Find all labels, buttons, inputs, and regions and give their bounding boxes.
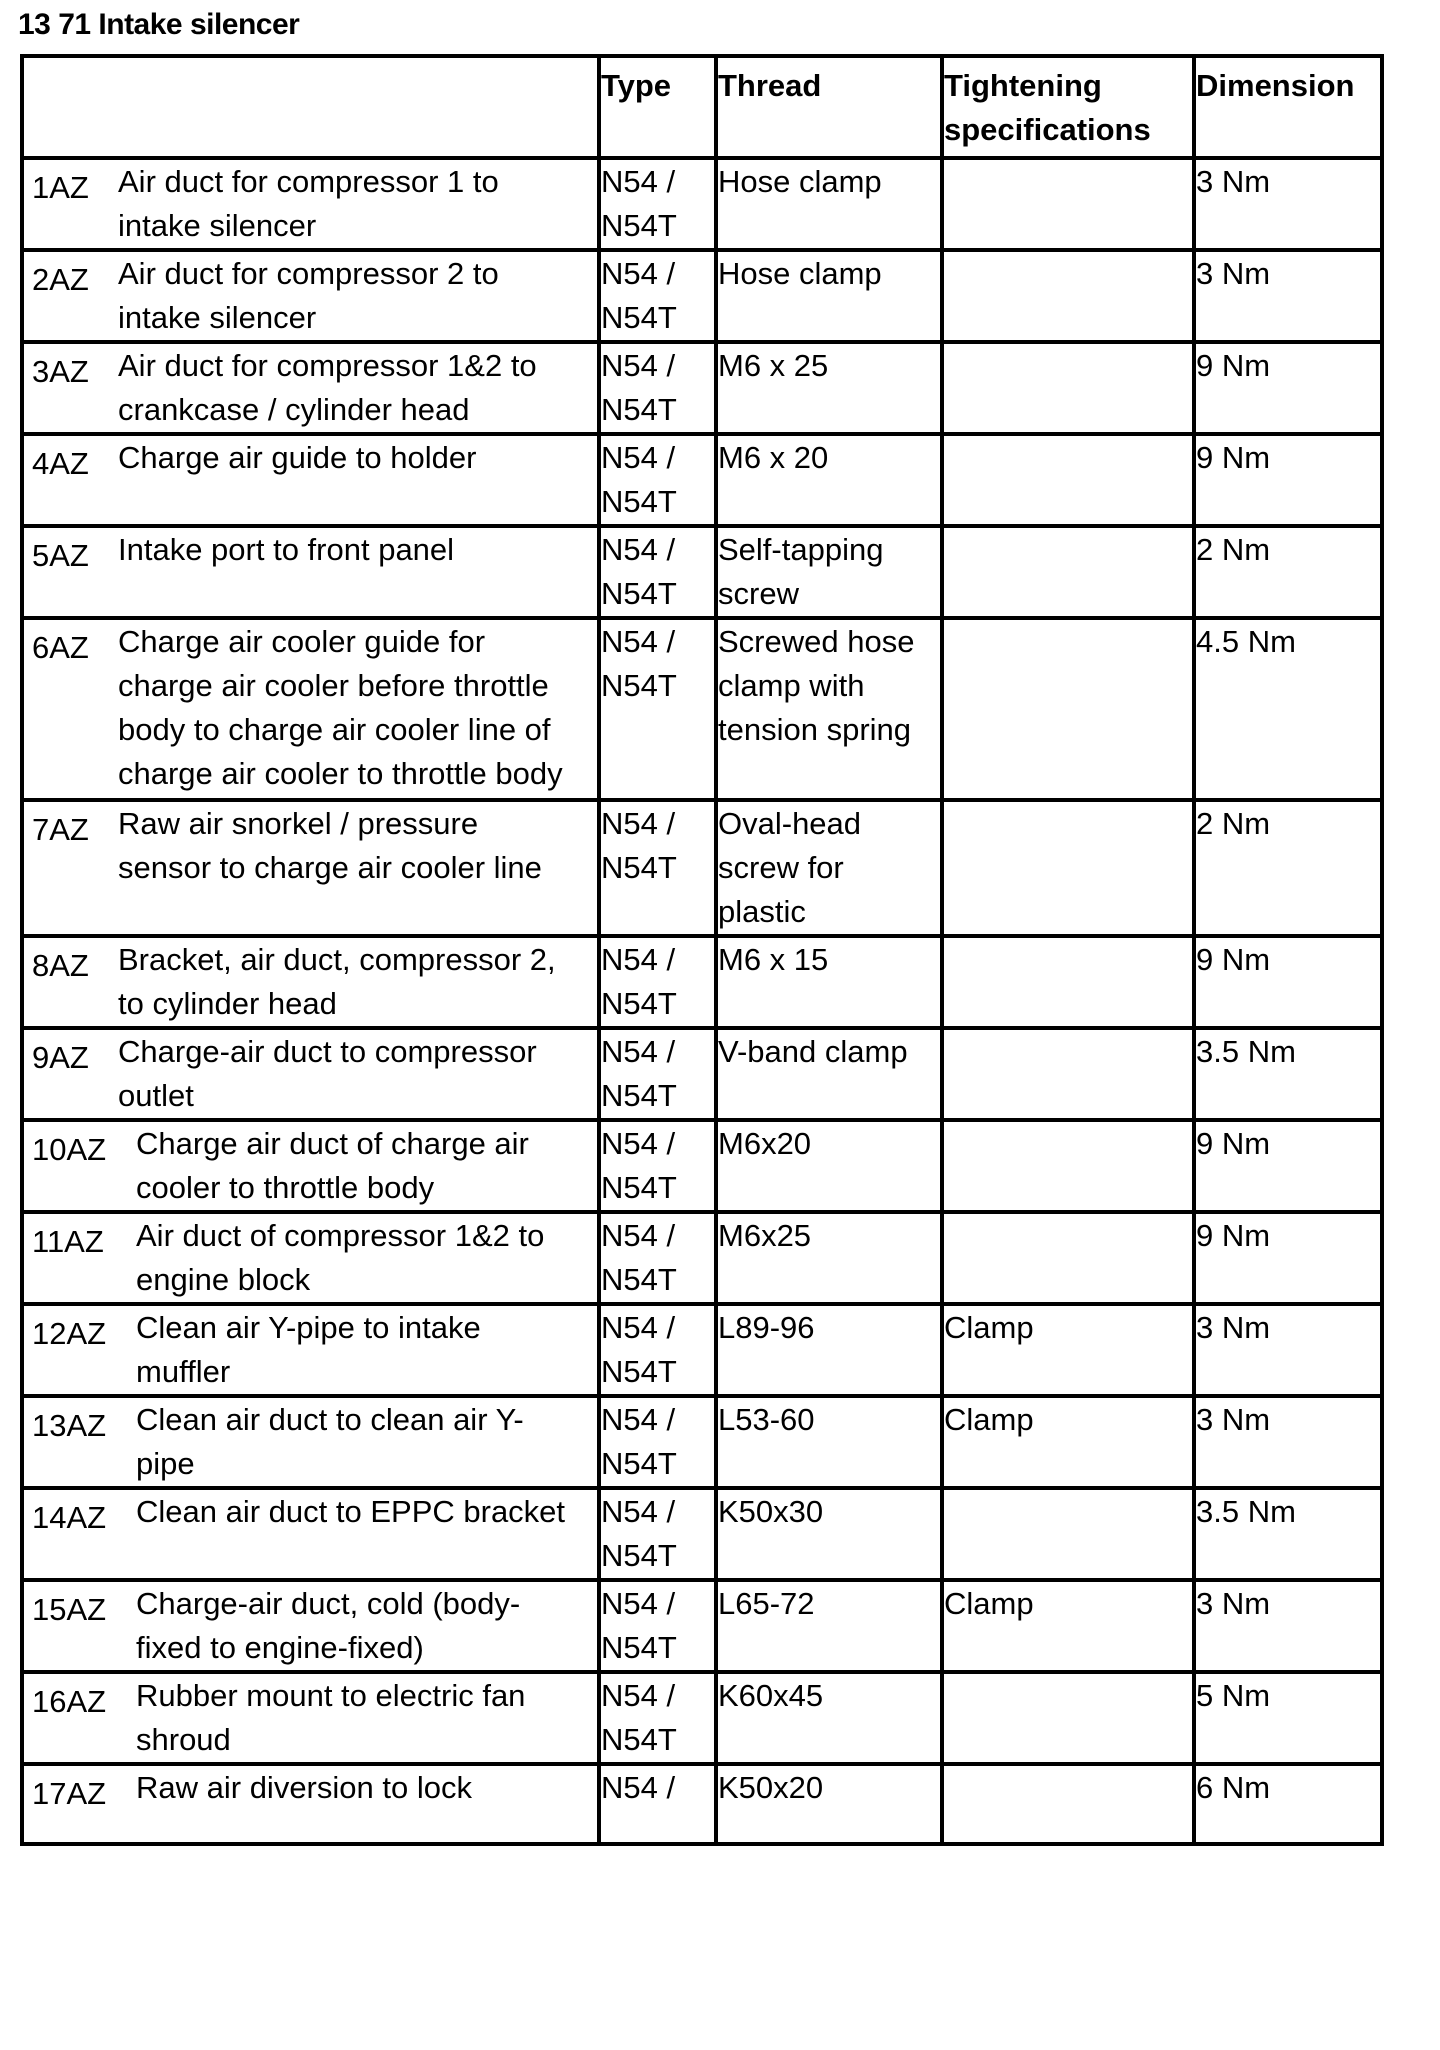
item-description: Rubber mount to electric fan shroud — [136, 1678, 526, 1757]
type-cell: N54 / N54T — [599, 1488, 716, 1580]
type-cell: N54 / N54T — [599, 1672, 716, 1764]
item-description: Charge air cooler guide for charge air cooler before throttle body to charge air cooler line of charge air cooler to throttle body — [118, 624, 563, 791]
type-cell: N54 / N54T — [599, 936, 716, 1028]
tightening-cell — [942, 1488, 1194, 1580]
dimension-cell: 9 Nm — [1194, 434, 1382, 526]
tightening-cell — [942, 1672, 1194, 1764]
item-cell — [22, 434, 599, 526]
item-cell — [22, 1396, 599, 1488]
header-type: Type — [599, 56, 716, 158]
dimension-cell: 3 Nm — [1194, 1580, 1382, 1672]
tightening-cell — [942, 526, 1194, 618]
tightening-cell — [942, 936, 1194, 1028]
tightening-cell — [942, 342, 1194, 434]
table-row — [22, 158, 1382, 250]
item-description: Air duct for compressor 2 to intake silencer — [118, 256, 499, 335]
item-number: 14AZ — [32, 1500, 107, 1535]
dimension-cell: 3.5 Nm — [1194, 1488, 1382, 1580]
type-cell: N54 / N54T — [599, 1580, 716, 1672]
dimension-cell: 9 Nm — [1194, 1212, 1382, 1304]
page-title: 13 71 Intake silencer — [18, 8, 300, 41]
item-description: Clean air Y-pipe to intake muffler — [136, 1310, 481, 1389]
item-cell — [22, 618, 599, 800]
item-number: 4AZ — [32, 446, 89, 481]
thread-cell: Hose clamp — [716, 250, 942, 342]
dimension-cell: 2 Nm — [1194, 526, 1382, 618]
item-description: Charge-air duct to compressor outlet — [118, 1034, 537, 1113]
thread-cell: L65-72 — [716, 1580, 942, 1672]
thread-cell: L53-60 — [716, 1396, 942, 1488]
type-cell: N54 / N54T — [599, 1304, 716, 1396]
type-cell: N54 / N54T — [599, 1120, 716, 1212]
item-cell — [22, 1028, 599, 1120]
thread-cell: L89-96 — [716, 1304, 942, 1396]
thread-cell: M6x25 — [716, 1212, 942, 1304]
dimension-cell: 3 Nm — [1194, 250, 1382, 342]
table-header-row — [22, 56, 1382, 158]
thread-cell: Screwed hose clamp with tension spring — [716, 618, 942, 800]
item-cell — [22, 250, 599, 342]
tightening-cell: Clamp — [942, 1580, 1194, 1672]
tightening-cell — [942, 1212, 1194, 1304]
tightening-cell — [942, 250, 1194, 342]
item-number: 8AZ — [32, 948, 89, 983]
item-description: Raw air diversion to lock — [136, 1770, 472, 1805]
item-number: 12AZ — [32, 1316, 107, 1351]
table-row — [22, 1212, 1382, 1304]
item-number: 6AZ — [32, 630, 89, 665]
table-row — [22, 936, 1382, 1028]
tightening-cell — [942, 800, 1194, 936]
item-number: 17AZ — [32, 1776, 107, 1811]
item-number: 3AZ — [32, 354, 89, 389]
table-body — [22, 158, 1382, 1844]
item-number: 11AZ — [32, 1224, 104, 1259]
item-description: Charge air duct of charge air cooler to throttle body — [136, 1126, 529, 1205]
tightening-cell — [942, 158, 1194, 250]
dimension-cell: 9 Nm — [1194, 936, 1382, 1028]
header-tightening: Tightening specifications — [942, 56, 1194, 158]
item-cell — [22, 1672, 599, 1764]
table-row — [22, 250, 1382, 342]
thread-cell: Oval-head screw for plastic — [716, 800, 942, 936]
table-row — [22, 1764, 1382, 1844]
torque-spec-table — [20, 54, 1384, 1846]
type-cell: N54 / N54T — [599, 250, 716, 342]
dimension-cell: 9 Nm — [1194, 342, 1382, 434]
table-row — [22, 342, 1382, 434]
item-cell — [22, 1764, 599, 1844]
item-description: Charge-air duct, cold (body-fixed to engine-fixed) — [136, 1586, 521, 1665]
type-cell: N54 / N54T — [599, 342, 716, 434]
dimension-cell: 4.5 Nm — [1194, 618, 1382, 800]
item-cell — [22, 800, 599, 936]
tightening-cell — [942, 618, 1194, 800]
thread-cell: M6 x 20 — [716, 434, 942, 526]
item-number: 1AZ — [32, 170, 89, 205]
table-row — [22, 526, 1382, 618]
table-row — [22, 1488, 1382, 1580]
thread-cell: Hose clamp — [716, 158, 942, 250]
thread-cell: M6 x 25 — [716, 342, 942, 434]
item-number: 7AZ — [32, 812, 89, 847]
type-cell: N54 / N54T — [599, 1028, 716, 1120]
item-description: Clean air duct to EPPC bracket — [136, 1494, 566, 1529]
item-cell — [22, 158, 599, 250]
table-row — [22, 1396, 1382, 1488]
type-cell: N54 / N54T — [599, 618, 716, 800]
item-cell — [22, 1120, 599, 1212]
tightening-cell: Clamp — [942, 1304, 1194, 1396]
item-number: 10AZ — [32, 1132, 107, 1167]
type-cell: N54 / — [599, 1764, 716, 1844]
thread-cell: M6 x 15 — [716, 936, 942, 1028]
dimension-cell: 3 Nm — [1194, 1396, 1382, 1488]
dimension-cell: 2 Nm — [1194, 800, 1382, 936]
dimension-cell: 3.5 Nm — [1194, 1028, 1382, 1120]
thread-cell: M6x20 — [716, 1120, 942, 1212]
item-number: 15AZ — [32, 1592, 107, 1627]
table-row — [22, 434, 1382, 526]
header-thread: Thread — [716, 56, 942, 158]
tightening-cell — [942, 434, 1194, 526]
item-number: 2AZ — [32, 262, 89, 297]
item-number: 16AZ — [32, 1684, 107, 1719]
table-row — [22, 618, 1382, 800]
type-cell: N54 / N54T — [599, 800, 716, 936]
item-cell — [22, 526, 599, 618]
type-cell: N54 / N54T — [599, 434, 716, 526]
type-cell: N54 / N54T — [599, 158, 716, 250]
item-cell — [22, 342, 599, 434]
table-row — [22, 1672, 1382, 1764]
type-cell: N54 / N54T — [599, 1396, 716, 1488]
item-description: Air duct of compressor 1&2 to engine block — [136, 1218, 545, 1297]
item-cell — [22, 1488, 599, 1580]
item-number: 9AZ — [32, 1040, 89, 1075]
item-number: 5AZ — [32, 538, 89, 573]
tightening-cell: Clamp — [942, 1396, 1194, 1488]
dimension-cell: 3 Nm — [1194, 1304, 1382, 1396]
item-cell — [22, 1212, 599, 1304]
dimension-cell: 6 Nm — [1194, 1764, 1382, 1844]
thread-cell: K50x20 — [716, 1764, 942, 1844]
table-row — [22, 1580, 1382, 1672]
item-description: Intake port to front panel — [118, 532, 455, 567]
tightening-cell — [942, 1028, 1194, 1120]
tightening-cell — [942, 1764, 1194, 1844]
table-row — [22, 1028, 1382, 1120]
thread-cell: V-band clamp — [716, 1028, 942, 1120]
header-item — [22, 56, 599, 158]
item-cell — [22, 936, 599, 1028]
dimension-cell: 3 Nm — [1194, 158, 1382, 250]
dimension-cell: 9 Nm — [1194, 1120, 1382, 1212]
item-number: 13AZ — [32, 1408, 107, 1443]
item-description: Raw air snorkel / pressure sensor to charge air cooler line — [118, 806, 542, 885]
table-row — [22, 800, 1382, 936]
header-dimension: Dimension — [1194, 56, 1382, 158]
tightening-cell — [942, 1120, 1194, 1212]
dimension-cell: 5 Nm — [1194, 1672, 1382, 1764]
item-cell — [22, 1580, 599, 1672]
item-description: Charge air guide to holder — [118, 440, 477, 475]
type-cell: N54 / N54T — [599, 1212, 716, 1304]
table-row — [22, 1304, 1382, 1396]
item-description: Clean air duct to clean air Y-pipe — [136, 1402, 524, 1481]
item-description: Bracket, air duct, compressor 2, to cylinder head — [118, 942, 556, 1021]
item-cell — [22, 1304, 599, 1396]
item-description: Air duct for compressor 1 to intake silencer — [118, 164, 499, 243]
table-row — [22, 1120, 1382, 1212]
thread-cell: Self-tapping screw — [716, 526, 942, 618]
thread-cell: K50x30 — [716, 1488, 942, 1580]
type-cell: N54 / N54T — [599, 526, 716, 618]
thread-cell: K60x45 — [716, 1672, 942, 1764]
item-description: Air duct for compressor 1&2 to crankcase / cylinder head — [118, 348, 537, 427]
